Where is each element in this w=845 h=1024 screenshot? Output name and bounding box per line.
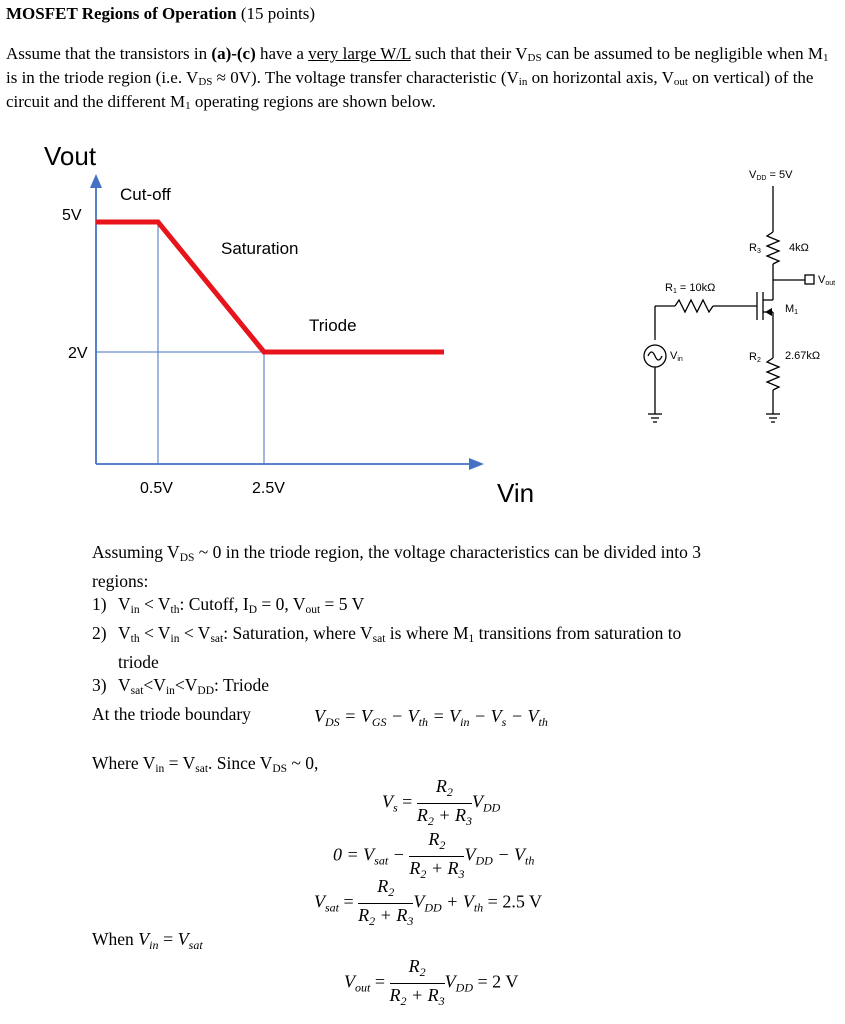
y-axis-label: Vout bbox=[44, 141, 97, 171]
vdd-label: V bbox=[749, 169, 757, 181]
m1-label: M bbox=[785, 303, 795, 315]
line-boundary: At the triode boundary bbox=[92, 704, 251, 724]
vtc-graph bbox=[0, 130, 560, 520]
intro-text: can be assumed to be negligible when M bbox=[541, 44, 823, 63]
line-regions: regions: bbox=[92, 571, 149, 591]
intro-text: on horizontal axis, V bbox=[527, 68, 674, 87]
m1-sub: 1 bbox=[794, 309, 799, 316]
vdd-sub: DD bbox=[756, 175, 767, 182]
list-item-2-cont: triode bbox=[118, 652, 159, 672]
r3-value: 4kΩ bbox=[789, 242, 809, 254]
intro-text: is in the triode region (i.e. V bbox=[6, 68, 199, 87]
intro-sub: DS bbox=[527, 52, 542, 64]
body-text bbox=[92, 541, 822, 726]
title-points: (15 points) bbox=[240, 4, 316, 23]
intro-sub: in bbox=[518, 76, 528, 88]
svg-text:R3 bbox=[749, 242, 761, 255]
r2-value: 2.67kΩ bbox=[785, 350, 821, 362]
vdd-value: = 5V bbox=[766, 169, 793, 181]
r1-sub: 1 bbox=[672, 288, 677, 295]
svg-text:R2 bbox=[749, 351, 761, 364]
intro-text: Assume that the transistors in bbox=[6, 44, 212, 63]
vout-label: V bbox=[818, 274, 826, 286]
r2-label: R bbox=[749, 351, 757, 363]
intro-sub: out bbox=[673, 76, 688, 88]
vin-label: V bbox=[670, 350, 678, 362]
line-assuming: Assuming $V_{DS}$ ~ 0 in the triode region, the voltage characteristics can be divided into 3 bbox=[92, 542, 701, 564]
intro-sub: 1 bbox=[822, 52, 829, 64]
r1-label: R bbox=[665, 282, 673, 294]
r1-value: = 10kΩ bbox=[676, 282, 716, 294]
r2-sub: 2 bbox=[756, 357, 761, 364]
vin-sub: in bbox=[677, 356, 683, 363]
region-saturation: Saturation bbox=[221, 239, 299, 258]
line-when: When $V_{in} = V_{sat}$ bbox=[92, 929, 203, 952]
problem-title bbox=[6, 4, 315, 24]
list-item-3: 3) $V_{sat}<V_{in}<V_{DD}$: Triode bbox=[92, 675, 269, 697]
region-cutoff: Cut-off bbox=[120, 185, 171, 204]
intro-sub: 1 bbox=[185, 100, 191, 112]
r3-sub: 3 bbox=[756, 248, 761, 255]
y-tick-5v: 5V bbox=[62, 207, 82, 224]
circuit-schematic bbox=[615, 160, 845, 440]
intro-sub: DS bbox=[198, 76, 213, 88]
x-tick-0-5v: 0.5V bbox=[140, 480, 173, 497]
intro-text: such that their V bbox=[410, 44, 528, 63]
svg-text:M1 bbox=[785, 303, 798, 316]
svg-text:R1 = 10kΩ bbox=[665, 282, 715, 295]
x-tick-2-5v: 2.5V bbox=[252, 480, 285, 497]
intro-text: ≈ 0V). The voltage transfer characteristic (V bbox=[212, 68, 519, 87]
equation-vsat: $V_{sat}$ = $\frac{R_2}{R_2 + R_3}$ $V_{DD} + V_{th} = 2.5$ V bbox=[314, 876, 542, 928]
y-axis-arrow bbox=[90, 174, 102, 188]
svg-text:Vout bbox=[818, 274, 835, 287]
r3-label: R bbox=[749, 242, 757, 254]
svg-text:Vin bbox=[670, 350, 683, 363]
intro-underline: very large W/L bbox=[308, 44, 411, 63]
intro-paragraph bbox=[6, 44, 836, 116]
equation-zero: $0 = V_{sat}$ − $\frac{R_2}{R_2 + R_3}$ $V_{DD} - V_{th}$ bbox=[333, 829, 535, 881]
intro-text: on vertical) of the circuit and the different M bbox=[6, 68, 814, 111]
equation-vds: $V_{DS} = V_{GS} - V_{th} = V_{in} - V_s - V_{th}$ bbox=[314, 706, 548, 729]
equation-vout: $V_{out}$ = $\frac{R_2}{R_2 + R_3}$ $V_{DD} = 2$ V bbox=[344, 956, 519, 1008]
x-axis-arrow bbox=[469, 458, 484, 470]
svg-text:VDD = 5V bbox=[749, 169, 793, 182]
list-item-2: 2) $V_{th} < V_{in} < V_{sat}$: Saturation, where $V_{sat}$ is where $M_1$ transitions from saturation to bbox=[92, 623, 682, 645]
list-item-1: 1) $V_{in} < V_{th}$: Cutoff, $I_D = 0$, $V_{out} = 5$ V bbox=[92, 594, 365, 616]
intro-parts: (a)-(c) bbox=[211, 44, 256, 63]
region-triode: Triode bbox=[309, 316, 357, 335]
equation-vs: $V_s$ = $\frac{R_2}{R_2 + R_3}$ $V_{DD}$ bbox=[382, 776, 501, 828]
intro-text: have a bbox=[255, 44, 309, 63]
title-bold: MOSFET Regions of Operation bbox=[6, 4, 237, 23]
x-axis-label: Vin bbox=[497, 478, 535, 508]
intro-text: operating regions are shown below. bbox=[190, 92, 436, 111]
vout-sub: out bbox=[825, 280, 836, 287]
y-tick-2v: 2V bbox=[68, 345, 88, 362]
line-where: Where $V_{in} = V_{sat}$. Since $V_{DS}$ ~ 0, bbox=[92, 753, 319, 775]
